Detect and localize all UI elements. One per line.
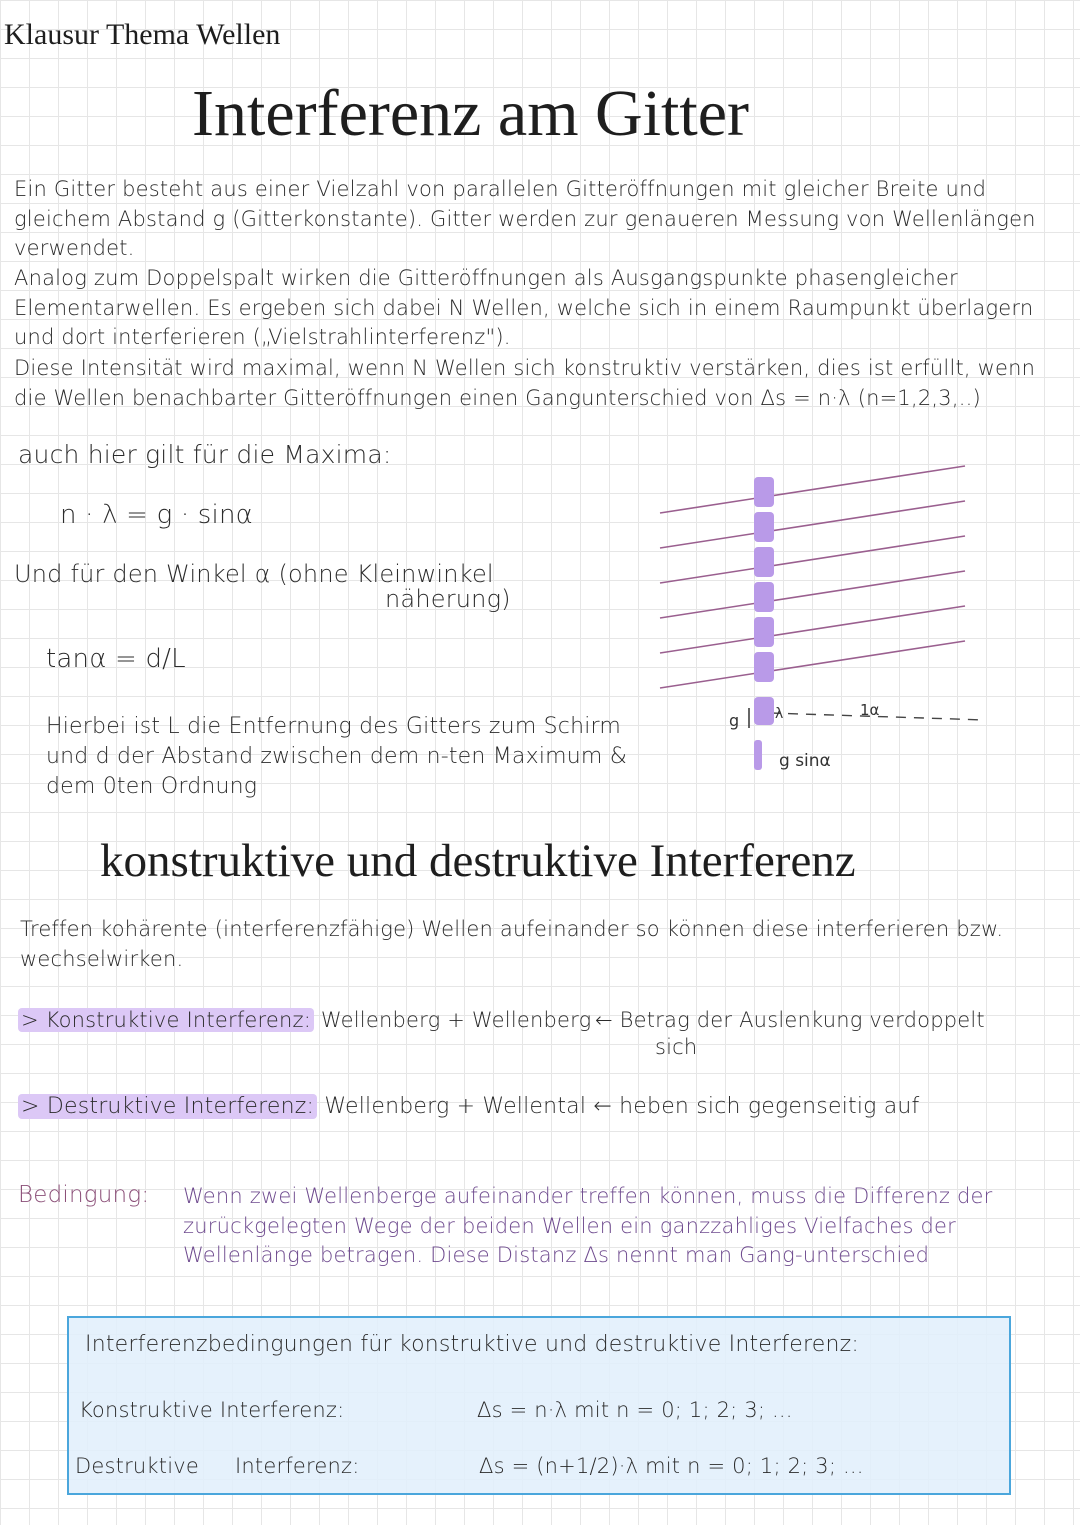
coherent-paragraph: Treffen kohärente (interferenzfähige) Wellen aufeinander so können diese interferieren bzw. wechselwirken. <box>20 917 1004 971</box>
ray-2 <box>660 501 965 548</box>
grating-diagram <box>655 460 995 780</box>
constructive-note-continued: sich <box>655 1035 698 1059</box>
slit-5 <box>754 617 774 647</box>
grating-slits <box>754 477 774 770</box>
angle-text: Und für den Winkel α (ohne Kleinwinkel <box>14 560 494 588</box>
constructive-condition-label: Konstruktive Interferenz: <box>79 1398 345 1422</box>
destructive-line <box>18 1094 920 1119</box>
slit-6 <box>754 652 774 682</box>
page-title: Interferenz am Gitter <box>192 77 750 150</box>
condition-label: Bedingung: <box>18 1182 150 1208</box>
header-title: Klausur Thema Wellen <box>4 18 281 51</box>
intro-paragraph: Ein Gitter besteht aus einer Vielzahl von parallelen Gitteröffnungen mit gleicher Breite und gleichem Abstand g (Gitterkonstante). Gitter werden zur genaueren Messung von Wellenlängen verwendet. <box>14 177 1036 260</box>
slit-2 <box>754 512 774 542</box>
ray-4 <box>660 571 965 618</box>
destructive-condition-formula: Δs = (n+1/2)·λ mit n = 0; 1; 2; 3; ... <box>479 1454 864 1478</box>
constructive-line <box>18 1008 591 1032</box>
condition-text: Wenn zwei Wellenberge aufeinander treffen können, muss die Differenz der zurückgelegten Wege der beiden Wellen ein ganzzahliges Vielfaches der Wellenlänge betragen. Diese Distanz Δs nennt man Gang-unterschied <box>183 1184 993 1267</box>
path-difference-label: g sinα <box>779 751 831 771</box>
ray-6 <box>660 641 965 688</box>
constructive-label: > Konstruktive Interferenz: <box>18 1008 314 1032</box>
destructive-condition-label-b: Interferenz: <box>235 1454 360 1478</box>
tan-formula: tanα = d/L <box>46 644 186 674</box>
summary-title: Interferenzbedingungen für konstruktive und destruktive Interferenz: <box>85 1332 859 1357</box>
destructive-text: Wellenberg + Wellental ← heben sich gegenseitig auf <box>324 1094 920 1119</box>
maxima-formula: n · λ = g · sinα <box>60 500 253 530</box>
destructive-condition-label: Destruktive <box>75 1454 199 1478</box>
ray-5 <box>660 606 965 653</box>
diffracted-rays <box>660 466 985 720</box>
slit-4 <box>754 582 774 612</box>
constructive-condition-formula: Δs = n·λ mit n = 0; 1; 2; 3; ... <box>477 1398 793 1422</box>
angle-text-continued: näherung) <box>385 585 511 613</box>
summary-box <box>67 1316 1011 1495</box>
slit-7 <box>754 697 774 725</box>
ray-3 <box>660 536 965 583</box>
angle-label: 1α <box>860 701 880 719</box>
ray-1 <box>660 466 965 513</box>
constructive-note: ← Betrag der Auslenkung verdoppelt <box>595 1008 985 1032</box>
formula-explanation: Hierbei ist L die Entfernung des Gitters zum Schirm und d der Abstand zwischen dem n-ten Maximum & dem 0ten Ordnung <box>46 714 628 799</box>
intensity-paragraph: Diese Intensität wird maximal, wenn N Wellen sich konstruktiv verstärken, dies ist erfüllt, wenn die Wellen benachbarter Gitteröffnungen einen Gangunterschied von Δs = n·λ (n=1,2,3,..) <box>14 356 1036 410</box>
slit-8 <box>754 740 762 770</box>
maxima-heading: auch hier gilt für die Maxima: <box>18 440 392 469</box>
lambda-label: λ <box>775 706 784 722</box>
slit-3 <box>754 547 774 577</box>
slit-1 <box>754 477 774 507</box>
analog-paragraph: Analog zum Doppelspalt wirken die Gitteröffnungen als Ausgangspunkte phasengleicher Elementarwellen. Es ergeben sich dabei N Wellen, welche sich in einem Raumpunkt überlagern und dort interferieren („Vielstrahlinterferenz"). <box>14 266 1034 349</box>
destructive-label: > Destruktive Interferenz: <box>18 1094 317 1119</box>
g-label: g <box>729 711 740 730</box>
constructive-text: Wellenberg + Wellenberg <box>320 1008 592 1032</box>
section-title: konstruktive und destruktive Interferenz <box>100 835 856 887</box>
